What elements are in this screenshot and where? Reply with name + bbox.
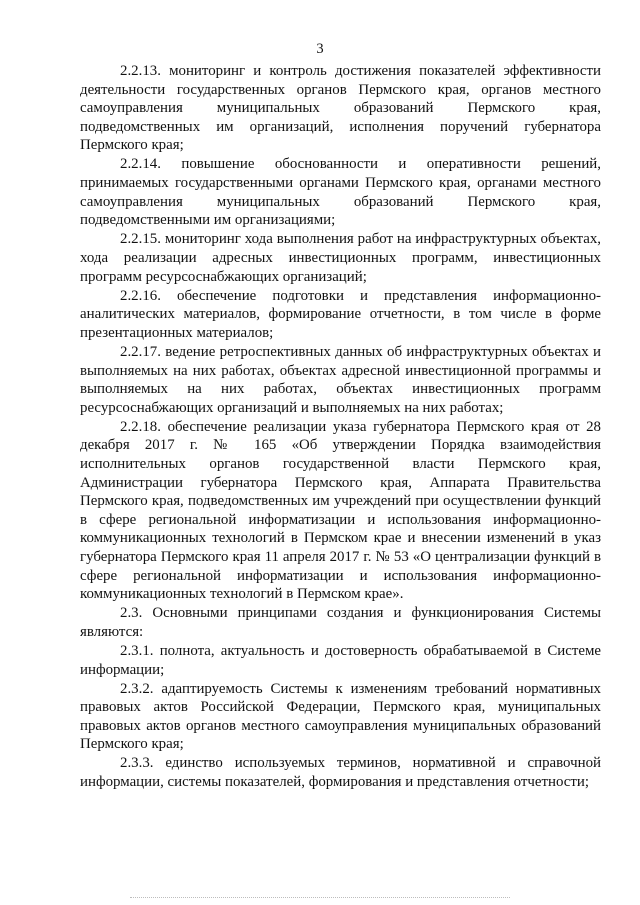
document-body [80, 62, 601, 792]
paragraph-2-2-18: 2.2.18. обеспечение реализации указа губернатора Пермского края от 28 декабря 2017 г. № 165 «Об утверждении Порядка взаимодействия исполнительных органов государственной власти Пермского края, Администрации губернатора Пермского края, Аппарата Правительства Пермского края, подведомственных им учреждений при осуществлении функций в сфере региональной информатизации и использования информационно-коммуникационных технологий в Пермском крае и внесении изменений в указ губернатора Пермского края 11 апреля 2017 г. № 53 «О централизации функций в сфере региональной информатизации и использования информационно-коммуникационных технологий в Пермском крае». [80, 418, 601, 603]
paragraph-2-2-17: 2.2.17. ведение ретроспективных данных об инфраструктурных объектах и выполняемых на них работах, объектах адресной инвестиционной программы и выполняемых на них работах, объектах инвестиционных программ ресурсоснабжающих организаций и выполняемых на них работах; [80, 343, 601, 416]
paragraph-2-2-16: 2.2.16. обеспечение подготовки и представления информационно-аналитических материалов, формирование отчетности, в том числе в форме презентационных материалов; [80, 287, 601, 341]
paragraph-2-2-15: 2.2.15. мониторинг хода выполнения работ на инфраструктурных объектах, хода реализации адресных инвестиционных программ, инвестиционных программ ресурсоснабжающих организаций; [80, 231, 601, 285]
paragraph-2-3-2: 2.3.2. адаптируемость Системы к изменениям требований нормативных правовых актов Российской Федерации, Пермского края, муниципальных правовых актов органов местного самоуправления муниципальных образований Пермского края; [80, 680, 601, 753]
paragraph-2-2-13: 2.2.13. мониторинг и контроль достижения показателей эффективности деятельности государственных органов Пермского края, органов местного самоуправления муниципальных образований Пермского края, подведомственных им организаций, исполнения поручений губернатора Пермского края; [80, 63, 601, 154]
page-number: 3 [316, 41, 324, 57]
paragraph-2-3: 2.3. Основными принципами создания и функционирования Системы являются: [80, 605, 601, 640]
bottom-scan-artifact [130, 897, 510, 898]
paragraph-2-2-14: 2.2.14. повышение обоснованности и оперативности решений, принимаемых государственными органами Пермского края, органами местного самоуправления муниципальных образований Пермского края, подведомственными им организациями; [80, 156, 601, 229]
paragraph-2-3-3: 2.3.3. единство используемых терминов, нормативной и справочной информации, системы показателей, формирования и представления отчетности; [80, 755, 601, 791]
paragraph-2-3-1: 2.3.1. полнота, актуальность и достоверность обрабатываемой в Системе информации; [80, 642, 601, 678]
